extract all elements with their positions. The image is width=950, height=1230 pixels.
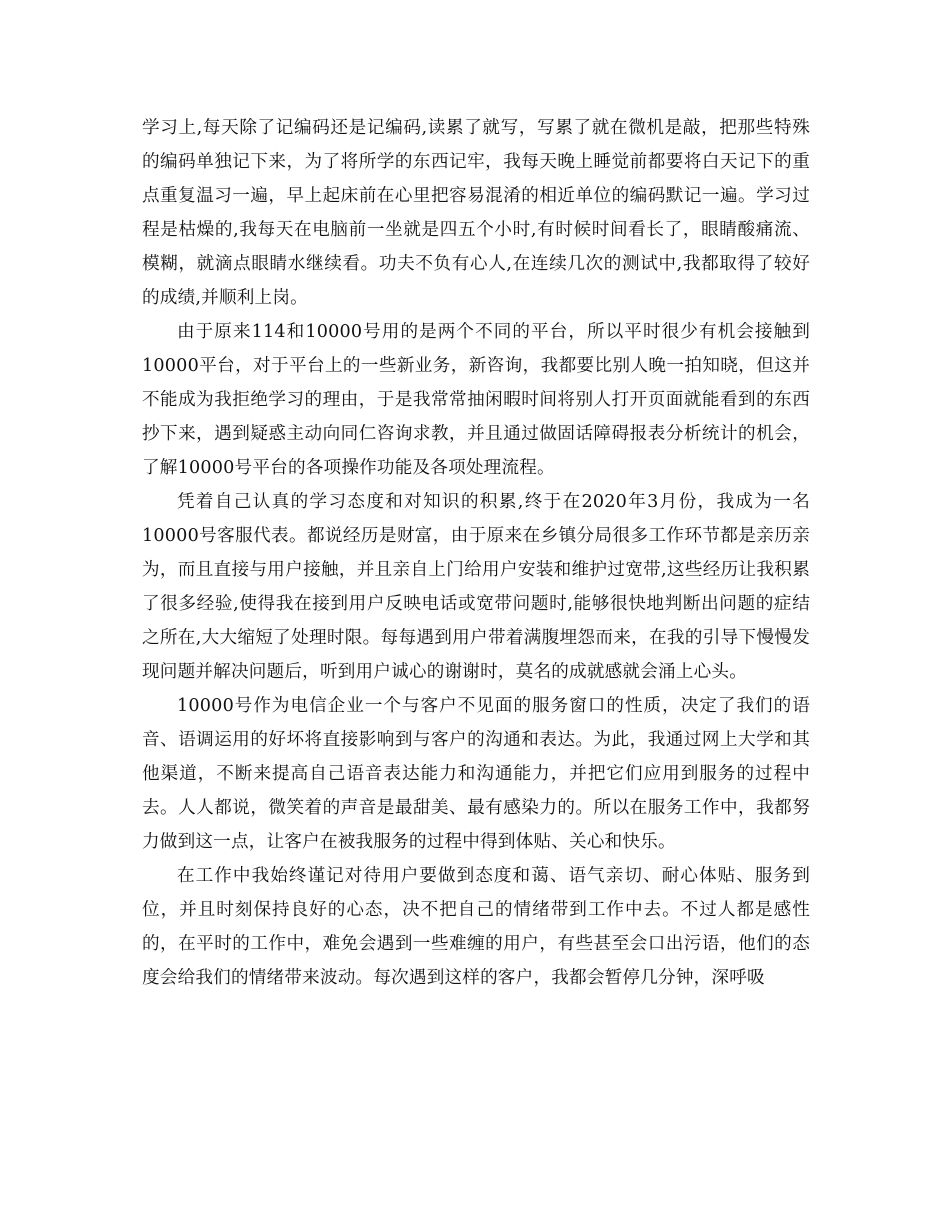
- paragraph-platform-learning: 由于原来114和10000号用的是两个不同的平台，所以平时很少有机会接触到10000平台，对于平台上的一些新业务，新咨询，我都要比别人晚一拍知晓，但这并不能成为我拒绝学习的理由，于是我常常抽闲暇时间将别人打开页面就能看到的东西抄下来，遇到疑惑主动向同仁咨询求教，并且通过做固话障碍报表分析统计的机会，了解10000号平台的各项操作功能及各项处理流程。: [142, 322, 810, 478]
- paragraph-work-attitude: 在工作中我始终谨记对待用户要做到态度和蔼、语气亲切、耐心体贴、服务到位，并且时刻保持良好的心态，决不把自己的情绪带到工作中去。不过人都是感性的，在平时的工作中，难免会遇到一些难缠的用户，有些甚至会口出污语，他们的态度会给我们的情绪带来波动。每次遇到这样的客户，我都会暂停几分钟，深呼吸: [142, 866, 810, 988]
- paragraph-voice-communication: 10000号作为电信企业一个与客户不见面的服务窗口的性质，决定了我们的语音、语调运用的好坏将直接影响到与客户的沟通和表达。为此，我通过网上大学和其他渠道，不断来提高自己语音表达能力和沟通能力，并把它们应用到服务的过程中去。人人都说，微笑着的声音是最甜美、最有感染力的。所以在服务工作中，我都努力做到这一点，让客户在被我服务的过程中得到体贴、关心和快乐。: [142, 696, 810, 852]
- paragraph-customer-service-role: 凭着自己认真的学习态度和对知识的积累,终于在2020年3月份，我成为一名10000号客服代表。都说经历是财富，由于原来在乡镇分局很多工作环节都是亲历亲为，而且直接与用户接触，并且亲自上门给用户安装和维护过宽带,这些经历让我积累了很多经验,使得我在接到用户反映电话或宽带问题时,能够很快地判断出问题的症结之所在,大大缩短了处理时限。每每遇到用户带着满腹埋怨而来，在我的引导下慢慢发现问题并解决问题后，听到用户诚心的谢谢时，莫名的成就感就会涌上心头。: [142, 492, 810, 682]
- paragraph-study-process: 学习上,每天除了记编码还是记编码,读累了就写，写累了就在微机是敲，把那些特殊的编码单独记下来，为了将所学的东西记牢，我每天晚上睡觉前都要将白天记下的重点重复温习一遍，早上起床前在心里把容易混淆的相近单位的编码默记一遍。学习过程是枯燥的,我每天在电脑前一坐就是四五个小时,有时候时间看长了，眼睛酸痛流、模糊，就滴点眼睛水继续看。功夫不负有心人,在连续几次的测试中,我都取得了较好的成绩,并顺利上岗。: [142, 118, 810, 308]
- document-body: [142, 111, 810, 995]
